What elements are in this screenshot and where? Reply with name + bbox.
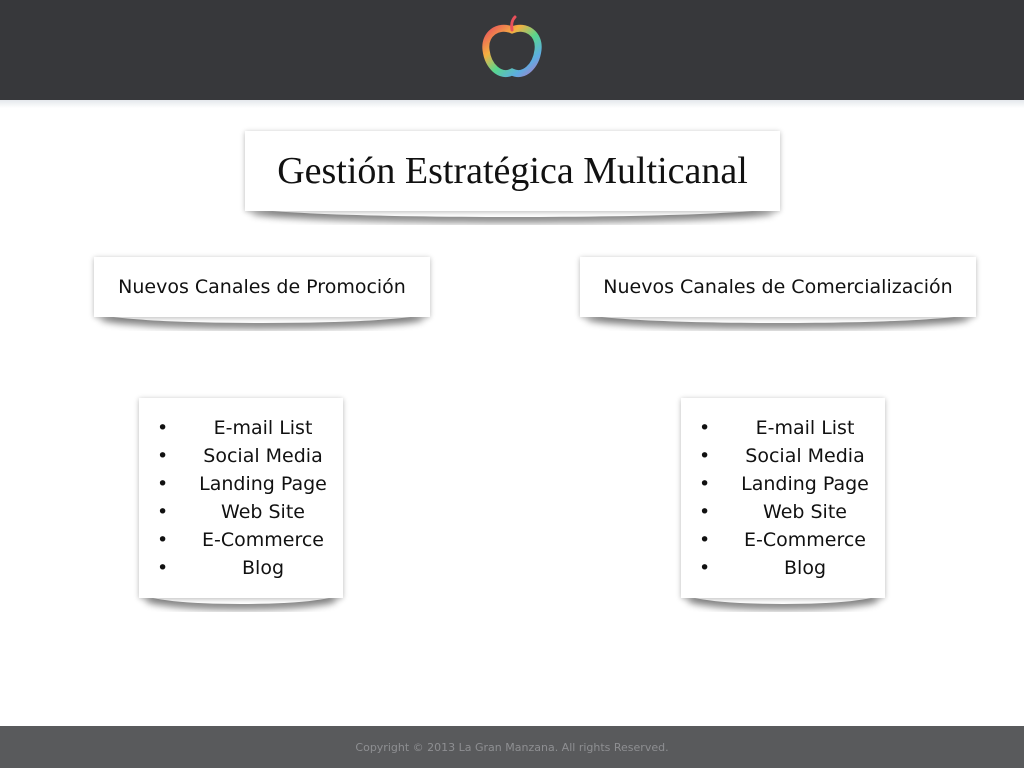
header-bar	[0, 0, 1024, 100]
bullet-icon: •	[157, 445, 169, 467]
bullet-icon: •	[157, 417, 169, 439]
promotion-heading-shadow	[94, 317, 430, 331]
list-item-label: E-mail List	[213, 417, 313, 439]
list-item	[139, 554, 343, 582]
commercialization-heading-card	[580, 257, 976, 317]
promotion-list-shadow	[139, 598, 343, 612]
list-item-label: Landing Page	[741, 473, 869, 495]
commercialization-heading-shadow	[580, 317, 976, 331]
list-item	[139, 442, 343, 470]
bullet-icon: •	[157, 557, 169, 579]
page-title: Gestión Estratégica Multicanal	[277, 150, 748, 192]
list-item-label: Blog	[784, 557, 826, 579]
copyright-text: Copyright © 2013 La Gran Manzana. All rights Reserved.	[355, 740, 669, 754]
list-item	[681, 470, 885, 498]
list-item-label: Blog	[242, 557, 284, 579]
bullet-icon: •	[699, 445, 711, 467]
bullet-icon: •	[699, 557, 711, 579]
list-item	[139, 526, 343, 554]
commercialization-channel-list	[681, 398, 885, 582]
list-item-label: Social Media	[745, 445, 865, 467]
list-item	[139, 414, 343, 442]
title-card	[245, 131, 780, 211]
commercialization-list-card	[681, 398, 885, 598]
list-item	[139, 498, 343, 526]
bullet-icon: •	[699, 473, 711, 495]
list-item	[681, 414, 885, 442]
promotion-heading: Nuevos Canales de Promoción	[118, 276, 406, 298]
list-item-label: E-mail List	[755, 417, 855, 439]
list-item-label: E-Commerce	[744, 529, 866, 551]
bullet-icon: •	[699, 501, 711, 523]
bullet-icon: •	[157, 473, 169, 495]
list-item	[681, 526, 885, 554]
list-item	[681, 442, 885, 470]
list-item-label: Web Site	[221, 501, 305, 523]
promotion-channel-list	[139, 398, 343, 582]
bullet-icon: •	[157, 529, 169, 551]
apple-logo-icon	[478, 14, 546, 82]
promotion-list-card	[139, 398, 343, 598]
bullet-icon: •	[699, 417, 711, 439]
footer-bar	[0, 726, 1024, 768]
list-item	[681, 498, 885, 526]
list-item-label: E-Commerce	[202, 529, 324, 551]
list-item	[681, 554, 885, 582]
list-item	[139, 470, 343, 498]
list-item-label: Landing Page	[199, 473, 327, 495]
list-item-label: Social Media	[203, 445, 323, 467]
commercialization-heading: Nuevos Canales de Comercialización	[603, 276, 953, 298]
header-shadow	[0, 100, 1024, 108]
bullet-icon: •	[157, 501, 169, 523]
commercialization-list-shadow	[681, 598, 885, 612]
title-card-shadow	[245, 211, 780, 225]
bullet-icon: •	[699, 529, 711, 551]
promotion-heading-card	[94, 257, 430, 317]
list-item-label: Web Site	[763, 501, 847, 523]
